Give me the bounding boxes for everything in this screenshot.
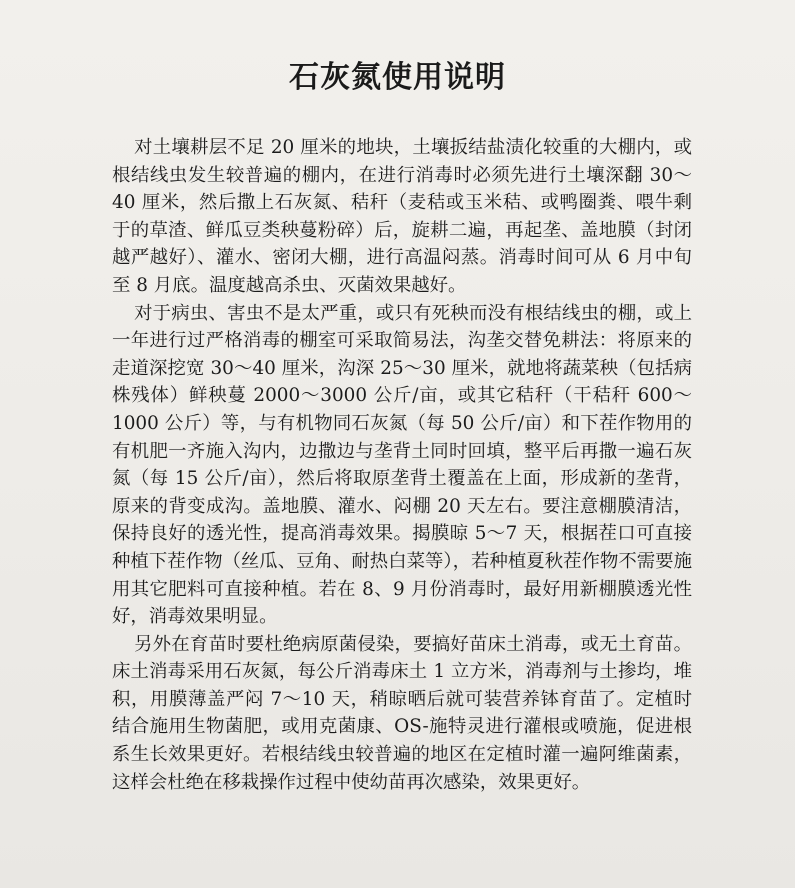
paragraph-3: 另外在育苗时要杜绝病原菌侵染，要搞好苗床土消毒，或无土育苗。床土消毒采用石灰氮，每公斤消毒床土 1 立方米，消毒剂与土掺均，堆积，用膜薄盖严闷 7～10 天，稍晾晒后就可装营养钵育苗了。定植时结合施用生物菌肥，或用克菌康、OS-施特灵进行灌根或喷施，促进根系生长效果更好。若根结线虫较普遍的地区在定植时灌一遍阿维菌素，这样会杜绝在移栽操作过程中使幼苗再次感染，效果更好。 — [112, 633, 692, 793]
document-body — [112, 134, 692, 796]
document-title: 石灰氮使用说明 — [289, 60, 506, 95]
paragraph-1: 对土壤耕层不足 20 厘米的地块，土壤扳结盐渍化较重的大棚内，或根结线虫发生较普遍的棚内，在进行消毒时必须先进行土壤深翻 30～40 厘米，然后撒上石灰氮、秸秆（麦秸或玉米秸、或鸭圈粪、喂牛剩于的草渣、鲜瓜豆类秧蔓粉碎）后，旋耕二遍，再起垄、盖地膜（封闭越严越好）、灌水、密闭大棚，进行高温闷蒸。消毒时间可从 6 月中旬至 8 月底。温度越高杀虫、灭菌效果越好。 — [112, 137, 692, 296]
paragraph-2: 对于病虫、害虫不是太严重，或只有死秧而没有根结线虫的棚，或上一年进行过严格消毒的棚室可采取简易法，沟垄交替免耕法：将原来的走道深挖宽 30～40 厘米，沟深 25～30 厘米，就地将蔬菜秧（包括病株残体）鲜秧蔓 2000～3000 公斤/亩，或其它秸秆（干秸秆 600～1000 公斤）等，与有机物同石灰氮（每 50 公斤/亩）和下茬作物用的有机肥一齐施入沟内，边撒边与垄背土同时回填，整平后再撒一遍石灰氮（每 15 公斤/亩），然后将取原垄背土覆盖在上面，形成新的垄背，原来的背变成沟。盖地膜、灌水、闷棚 20 天左右。要注意棚膜清洁，保持良好的透光性，提高消毒效果。揭膜晾 5～7 天，根据茬口可直接种植下茬作物（丝瓜、豆角、耐热白菜等），若种植夏秋茬作物不需要施用其它肥料可直接种植。若在 8、9 月份消毒时，最好用新棚膜透光性好，消毒效果明显。 — [112, 302, 692, 628]
